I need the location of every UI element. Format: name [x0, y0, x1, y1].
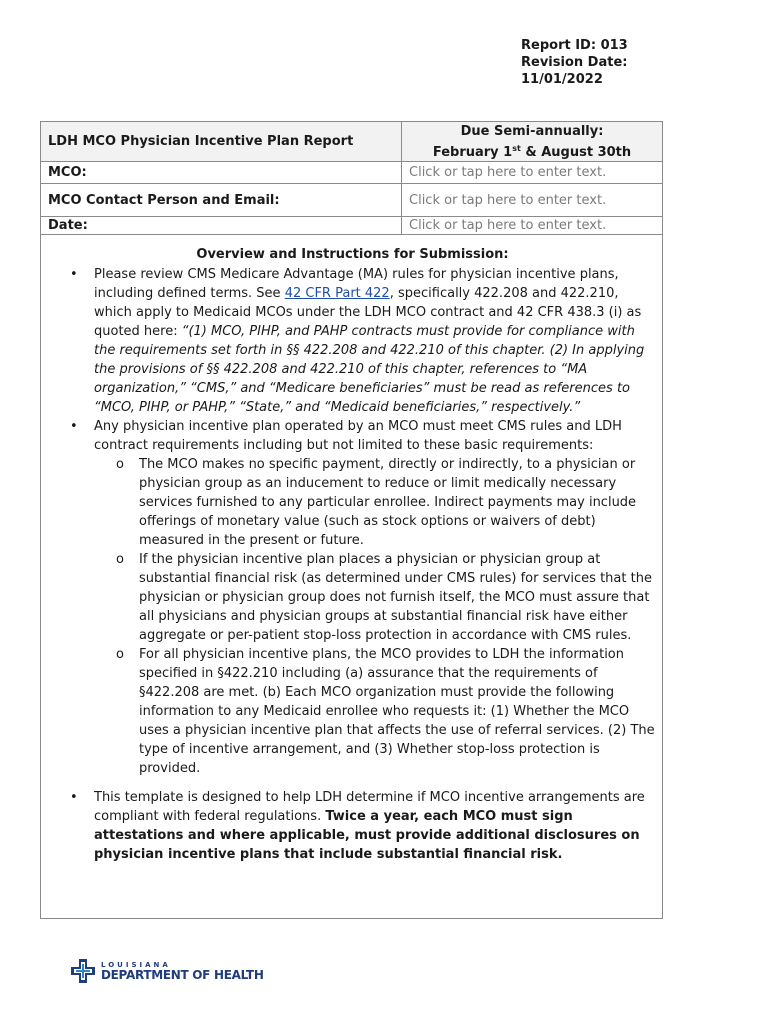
sub-list-item: o The MCO makes no specific payment, directly or indirectly, to a physician or physician group as an inducement to reduce or limit medically necessary services furnished to any particular enrollee. Indirect payments may include offerings of monetary value (such as stock options or waivers of debt) measured in the present or future. [116, 457, 637, 548]
instructions-box [40, 229, 663, 919]
instruction-list [41, 265, 664, 864]
due-line-2: February 1st & August 30th [432, 144, 632, 160]
circle-bullet-icon: o [116, 457, 124, 472]
overview-title: Overview and Instructions for Submission: [196, 247, 509, 262]
date-input[interactable]: Click or tap here to enter text. [402, 217, 663, 235]
bullet-icon: • [70, 790, 78, 805]
cfr-part-422-link[interactable]: 42 CFR Part 422 [284, 286, 390, 301]
mco-input[interactable]: Click or tap here to enter text. [402, 162, 663, 184]
logo-department-text: DEPARTMENT OF HEALTH [101, 967, 264, 982]
list-item: • Any physician incentive plan operated by an MCO must meet CMS rules and LDH contract requirements including but not limited to these basic requirements: [70, 419, 622, 453]
report-header-table [40, 121, 663, 235]
revision-date-label: Revision Date: [521, 55, 628, 70]
circle-bullet-icon: o [116, 647, 124, 662]
ldh-logo-mark-icon [70, 958, 96, 984]
due-line-1: Due Semi-annually: [460, 124, 604, 139]
quoted-regulation: “(1) MCO, PIHP, and PAHP contracts must provide for compliance with the requirements set forth in §§ 422.208 and 422.210 of this chapter. (2) In applying the provisions of §§ 422.208 and 422.210 of this chapter, references to “MA organization,” “CMS,” and “Medicare beneficiaries” must be read as references to “MCO, PIHP, or PAHP,” “State,” and “Medicaid beneficiaries,” respectively.” [94, 324, 645, 415]
logo-state-text: LOUISIANA [101, 960, 171, 969]
sub-list-item: o For all physician incentive plans, the MCO provides to LDH the information specified in §422.210 including (a) assurance that the requirements of §422.208 are met. (b) Each MCO organization must provide the following information to any Medicaid enrollee who requests it: (1) Whether the MCO uses a physician incentive plan that affects the use of referral services. (2) The type of incentive arrangement, and (3) Whether stop-loss protection is provided. [116, 647, 655, 776]
circle-bullet-icon: o [116, 552, 124, 567]
report-title: LDH MCO Physician Incentive Plan Report [41, 122, 402, 162]
date-label: Date: [41, 217, 402, 235]
contact-label: MCO Contact Person and Email: [41, 184, 402, 217]
list-item: • Please review CMS Medicare Advantage (MA) rules for physician incentive plans, including defined terms. See 42 CFR Part 422, specifically 422.208 and 422.210, which apply to Medicaid MCOs under the LDH MCO contract and 42 CFR 438.3 (i) as quoted here: “(1) MCO, PIHP, and PAHP contracts must provide for compliance with the requirements set forth in §§ 422.208 and 422.210 of this chapter. (2) In applying the provisions of §§ 422.208 and 422.210 of this chapter, references to “MA organization,” “CMS,” and “Medicare beneficiaries” must be read as references to “MCO, PIHP, or PAHP,” “State,” and “Medicaid beneficiaries,” respectively.” [70, 267, 645, 415]
mco-label: MCO: [41, 162, 402, 184]
contact-input[interactable]: Click or tap here to enter text. [402, 184, 663, 217]
sub-list-item: o If the physician incentive plan places a physician or physician group at substantial financial risk (as determined under CMS rules) for services that the physician or physician group does not furnish itself, the MCO must assure that all physicians and physician groups at substantial financial risk have either aggregate or per-patient stop-loss protection in accordance with CMS rules. [116, 552, 652, 643]
report-id-block [521, 37, 628, 88]
bullet-icon: • [70, 267, 78, 282]
revision-date-value: 11/01/2022 [521, 72, 603, 87]
ldh-logo [70, 958, 264, 984]
due-dates [402, 122, 663, 162]
report-id: Report ID: 013 [521, 38, 628, 53]
list-item: • This template is designed to help LDH determine if MCO incentive arrangements are compliant with federal regulations. Twice a year, each MCO must sign attestations and where applicable, must provide additional disclosures on physician incentive plans that include substantial financial risk. [70, 790, 645, 862]
bullet-icon: • [70, 419, 78, 434]
